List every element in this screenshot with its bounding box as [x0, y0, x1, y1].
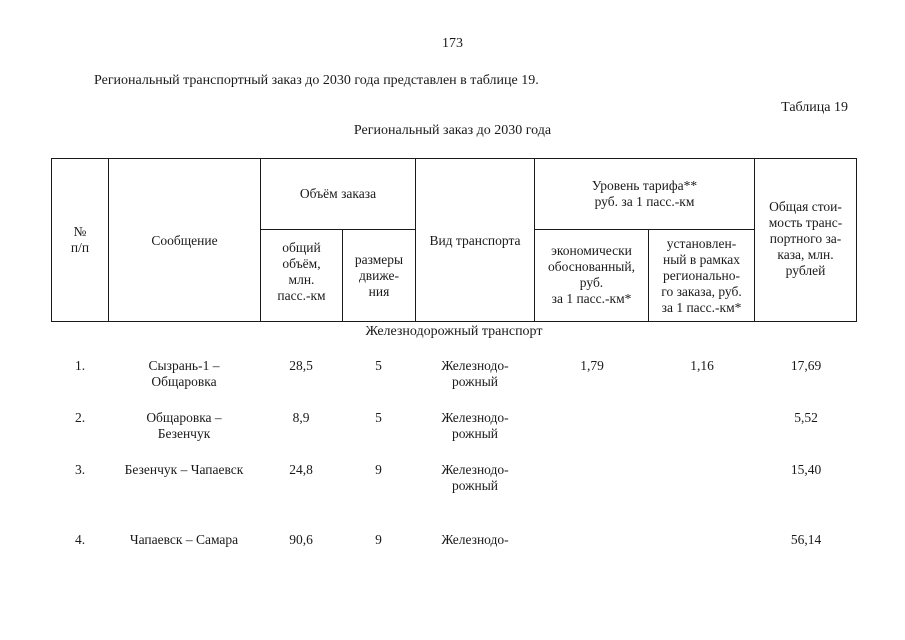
- cell-traffic: 9: [375, 532, 382, 547]
- intro-paragraph: Региональный транспортный заказ до 2030 года представлен в таблице 19.: [94, 73, 539, 88]
- header-volume-group: Объём заказа: [299, 186, 377, 201]
- cell-cost: 15,40: [790, 462, 822, 477]
- grid-line: [260, 229, 415, 230]
- grid-line: [534, 229, 754, 230]
- table-header: [51, 158, 857, 322]
- header-route: Сообщение: [151, 233, 218, 248]
- grid-line: [51, 321, 857, 322]
- header-number: № п/п: [70, 224, 90, 255]
- cell-type: Железнодо- рожный: [441, 358, 509, 389]
- header-total-cost: Общая стои- мость транс- портного за- каза, млн. рублей: [768, 199, 843, 278]
- cell-volume: 28,5: [289, 358, 313, 373]
- cell-route: Безенчук – Чапаевск: [124, 462, 244, 477]
- cell-tariff-economic: 1,79: [580, 358, 604, 373]
- cell-num: 3.: [74, 462, 86, 477]
- header-tariff-set: установлен- ный в рамках регионально- го заказа, руб. за 1 пасс.-км*: [661, 236, 742, 315]
- cell-cost: 17,69: [790, 358, 822, 373]
- header-tariff-group: Уровень тарифа** руб. за 1 пасс.-км: [591, 178, 698, 209]
- header-volume-total: общий объём, млн. пасс.-км: [277, 240, 326, 303]
- cell-type: Железнодо-: [441, 532, 509, 547]
- header-tariff-economic: экономически обоснованный, руб. за 1 пасс.-км*: [548, 243, 635, 306]
- cell-route: Общаровка – Безенчук: [146, 410, 222, 441]
- cell-route: Чапаевск – Самара: [129, 532, 239, 547]
- page-number: 173: [442, 36, 463, 51]
- cell-traffic: 5: [375, 358, 382, 373]
- table-title: Региональный заказ до 2030 года: [353, 123, 552, 138]
- cell-num: 1.: [74, 358, 86, 373]
- header-transport-type: Вид транспорта: [429, 233, 521, 248]
- table-label: Таблица 19: [781, 100, 848, 115]
- cell-type: Железнодо- рожный: [441, 410, 509, 441]
- cell-num: 4.: [74, 532, 86, 547]
- header-traffic-size: размеры движе- ния: [354, 252, 404, 299]
- cell-volume: 8,9: [292, 410, 310, 425]
- section-heading: Железнодорожный транспорт: [365, 324, 543, 339]
- cell-type: Железнодо- рожный: [441, 462, 509, 493]
- cell-route: Сызрань-1 – Общаровка: [148, 358, 220, 389]
- cell-volume: 90,6: [289, 532, 313, 547]
- cell-cost: 56,14: [790, 532, 822, 547]
- grid-line: [856, 158, 857, 322]
- grid-line: [51, 158, 857, 159]
- cell-volume: 24,8: [289, 462, 313, 477]
- cell-tariff-set: 1,16: [690, 358, 714, 373]
- cell-num: 2.: [74, 410, 86, 425]
- cell-traffic: 5: [375, 410, 382, 425]
- cell-traffic: 9: [375, 462, 382, 477]
- cell-cost: 5,52: [794, 410, 818, 425]
